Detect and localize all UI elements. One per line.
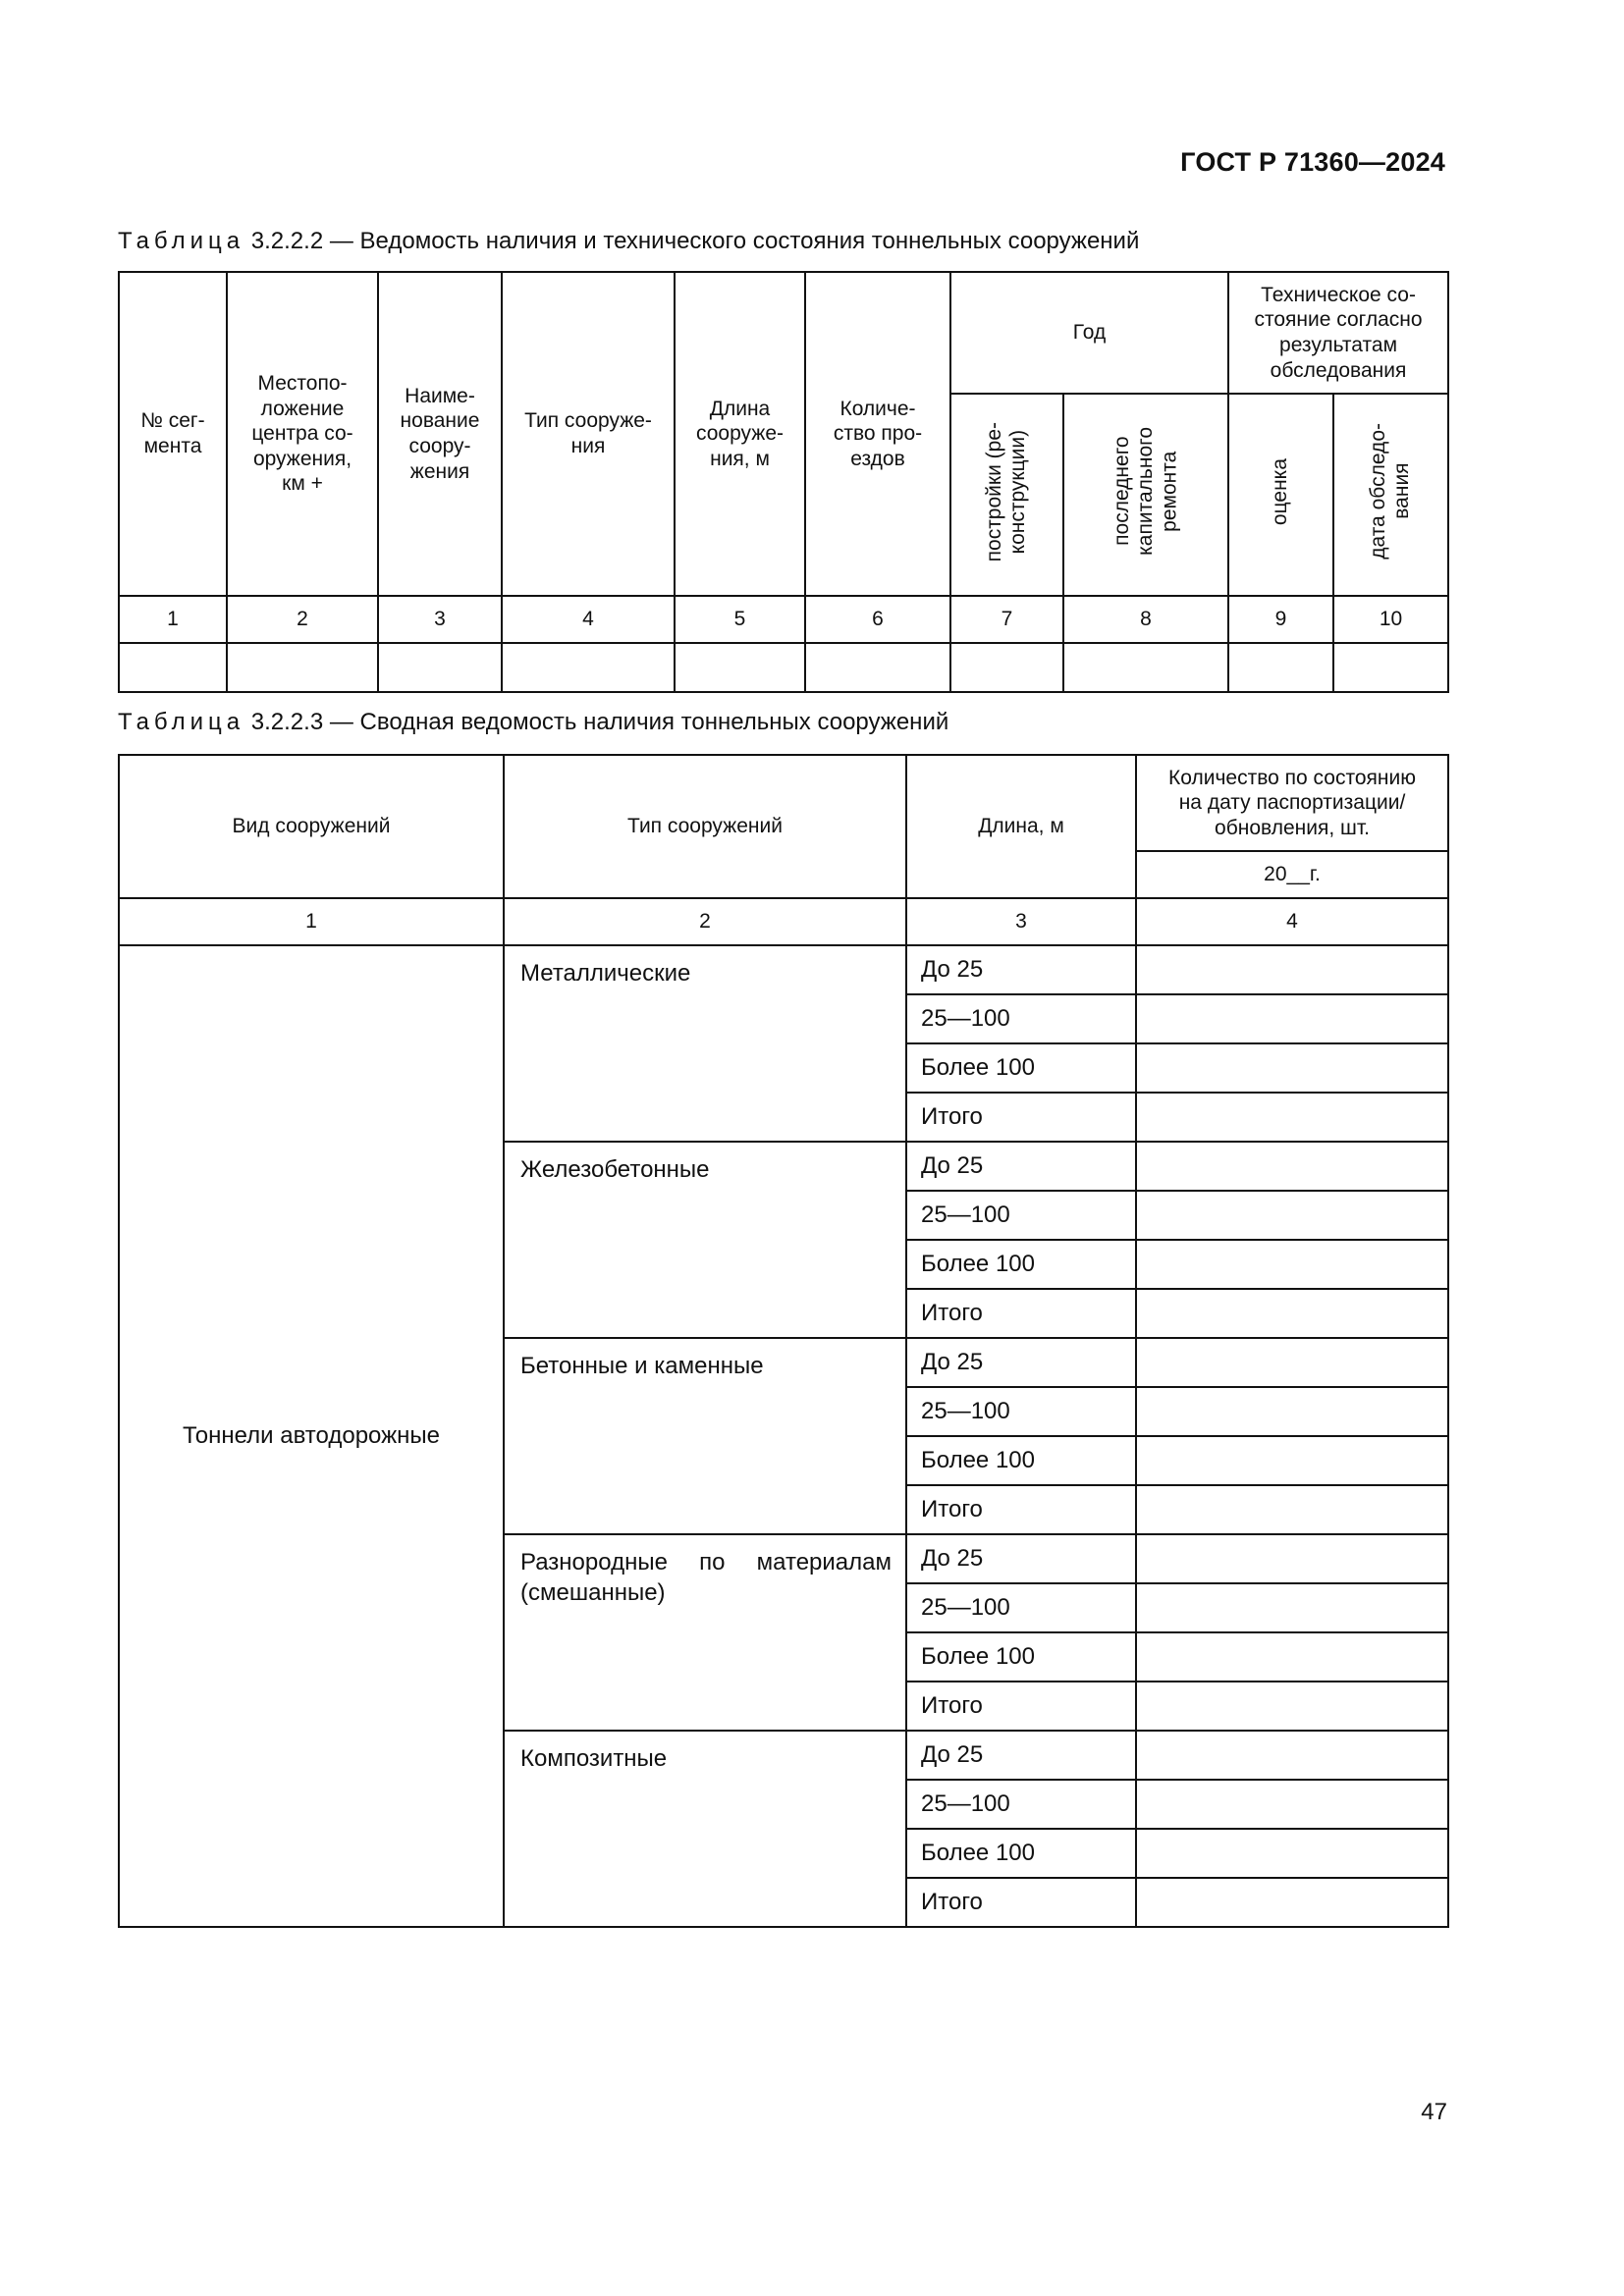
quantity-cell	[1136, 994, 1448, 1043]
empty-cell	[502, 643, 675, 692]
column-number-row	[119, 898, 1448, 945]
empty-cell	[119, 643, 227, 692]
header-segment-number: № сег- мента	[119, 272, 227, 596]
table-row	[119, 945, 1448, 994]
header-type: Тип сооружений	[504, 755, 906, 898]
table1-caption	[118, 228, 1139, 255]
column-number: 1	[119, 596, 227, 643]
quantity-cell	[1136, 1829, 1448, 1878]
length-range-cell: До 25	[906, 1142, 1136, 1191]
column-number: 1	[119, 898, 504, 945]
quantity-cell	[1136, 1093, 1448, 1142]
length-range-cell: Более 100	[906, 1240, 1136, 1289]
empty-cell	[227, 643, 378, 692]
header-structure-type: Тип сооруже- ния	[502, 272, 675, 596]
structure-type-cell: Разнородные по материалам (смешанные)	[504, 1534, 906, 1731]
quantity-cell	[1136, 1142, 1448, 1191]
quantity-cell	[1136, 945, 1448, 994]
empty-cell	[1333, 643, 1448, 692]
technical-state-table	[118, 271, 1449, 693]
empty-data-row	[119, 643, 1448, 692]
table2-caption-text: 3.2.2.3 — Сводная ведомость наличия тоннельных сооружений	[244, 709, 949, 735]
header-rating: оценка	[1228, 394, 1333, 596]
table1-caption-text: 3.2.2.2 — Ведомость наличия и технического состояния тоннельных сооружений	[244, 228, 1140, 254]
column-number: 4	[1136, 898, 1448, 945]
table2-caption	[118, 709, 948, 736]
header-year-placeholder: 20__г.	[1136, 851, 1448, 898]
column-number: 8	[1063, 596, 1228, 643]
page-number: 47	[1421, 2099, 1447, 2125]
quantity-cell	[1136, 1780, 1448, 1829]
length-range-cell: 25—100	[906, 1780, 1136, 1829]
header-location: Местопо- ложение центра со- оружения, км +	[227, 272, 378, 596]
quantity-cell	[1136, 1632, 1448, 1682]
column-number: 9	[1228, 596, 1333, 643]
column-number: 10	[1333, 596, 1448, 643]
header-kind: Вид сооружений	[119, 755, 504, 898]
quantity-cell	[1136, 1043, 1448, 1093]
length-range-cell: Итого	[906, 1485, 1136, 1534]
length-range-cell: До 25	[906, 1731, 1136, 1780]
column-number: 5	[675, 596, 805, 643]
length-range-cell: Более 100	[906, 1436, 1136, 1485]
summary-table	[118, 754, 1449, 1928]
quantity-cell	[1136, 1731, 1448, 1780]
column-number: 2	[227, 596, 378, 643]
empty-cell	[805, 643, 950, 692]
quantity-cell	[1136, 1289, 1448, 1338]
quantity-cell	[1136, 1682, 1448, 1731]
column-number-row	[119, 596, 1448, 643]
quantity-cell	[1136, 1387, 1448, 1436]
column-number: 2	[504, 898, 906, 945]
summary-table-body	[119, 945, 1448, 1927]
header-year-last-repair: последнего капитального ремонта	[1063, 394, 1228, 596]
header-quantity: Количество по состоянию на дату паспортизации/ обновления, шт.	[1136, 755, 1448, 851]
structure-type-cell: Композитные	[504, 1731, 906, 1927]
length-range-cell: 25—100	[906, 1583, 1136, 1632]
length-range-cell: Более 100	[906, 1043, 1136, 1093]
empty-cell	[1228, 643, 1333, 692]
standard-number: ГОСТ Р 71360—2024	[1180, 147, 1445, 177]
header-length: Длина, м	[906, 755, 1136, 898]
empty-cell	[378, 643, 502, 692]
column-number: 4	[502, 596, 675, 643]
header-year-built: постройки (ре- конструкции)	[950, 394, 1063, 596]
header-year: Год	[950, 272, 1228, 394]
column-number: 7	[950, 596, 1063, 643]
column-number: 3	[378, 596, 502, 643]
header-survey-date: дата обследо- вания	[1333, 394, 1448, 596]
quantity-cell	[1136, 1436, 1448, 1485]
length-range-cell: Итого	[906, 1878, 1136, 1927]
quantity-cell	[1136, 1583, 1448, 1632]
structure-kind-cell: Тоннели автодорожные	[119, 945, 504, 1927]
length-range-cell: Более 100	[906, 1829, 1136, 1878]
quantity-cell	[1136, 1878, 1448, 1927]
structure-type-cell: Бетонные и каменные	[504, 1338, 906, 1534]
table1-caption-prefix: Таблица	[118, 228, 245, 254]
length-range-cell: До 25	[906, 1338, 1136, 1387]
quantity-cell	[1136, 1191, 1448, 1240]
length-range-cell: Более 100	[906, 1632, 1136, 1682]
header-passage-count: Количе- ство про- ездов	[805, 272, 950, 596]
table2-caption-prefix: Таблица	[118, 709, 245, 735]
header-technical-state: Техническое со- стояние согласно результатам обследования	[1228, 272, 1448, 394]
structure-type-cell: Металлические	[504, 945, 906, 1142]
empty-cell	[675, 643, 805, 692]
length-range-cell: Итого	[906, 1682, 1136, 1731]
length-range-cell: До 25	[906, 945, 1136, 994]
header-structure-name: Наиме- нование соору- жения	[378, 272, 502, 596]
quantity-cell	[1136, 1485, 1448, 1534]
empty-cell	[1063, 643, 1228, 692]
quantity-cell	[1136, 1534, 1448, 1583]
quantity-cell	[1136, 1338, 1448, 1387]
length-range-cell: 25—100	[906, 994, 1136, 1043]
length-range-cell: Итого	[906, 1289, 1136, 1338]
length-range-cell: До 25	[906, 1534, 1136, 1583]
column-number: 6	[805, 596, 950, 643]
length-range-cell: Итого	[906, 1093, 1136, 1142]
structure-type-cell: Железобетонные	[504, 1142, 906, 1338]
length-range-cell: 25—100	[906, 1191, 1136, 1240]
empty-cell	[950, 643, 1063, 692]
quantity-cell	[1136, 1240, 1448, 1289]
length-range-cell: 25—100	[906, 1387, 1136, 1436]
header-structure-length: Длина сооруже- ния, м	[675, 272, 805, 596]
column-number: 3	[906, 898, 1136, 945]
